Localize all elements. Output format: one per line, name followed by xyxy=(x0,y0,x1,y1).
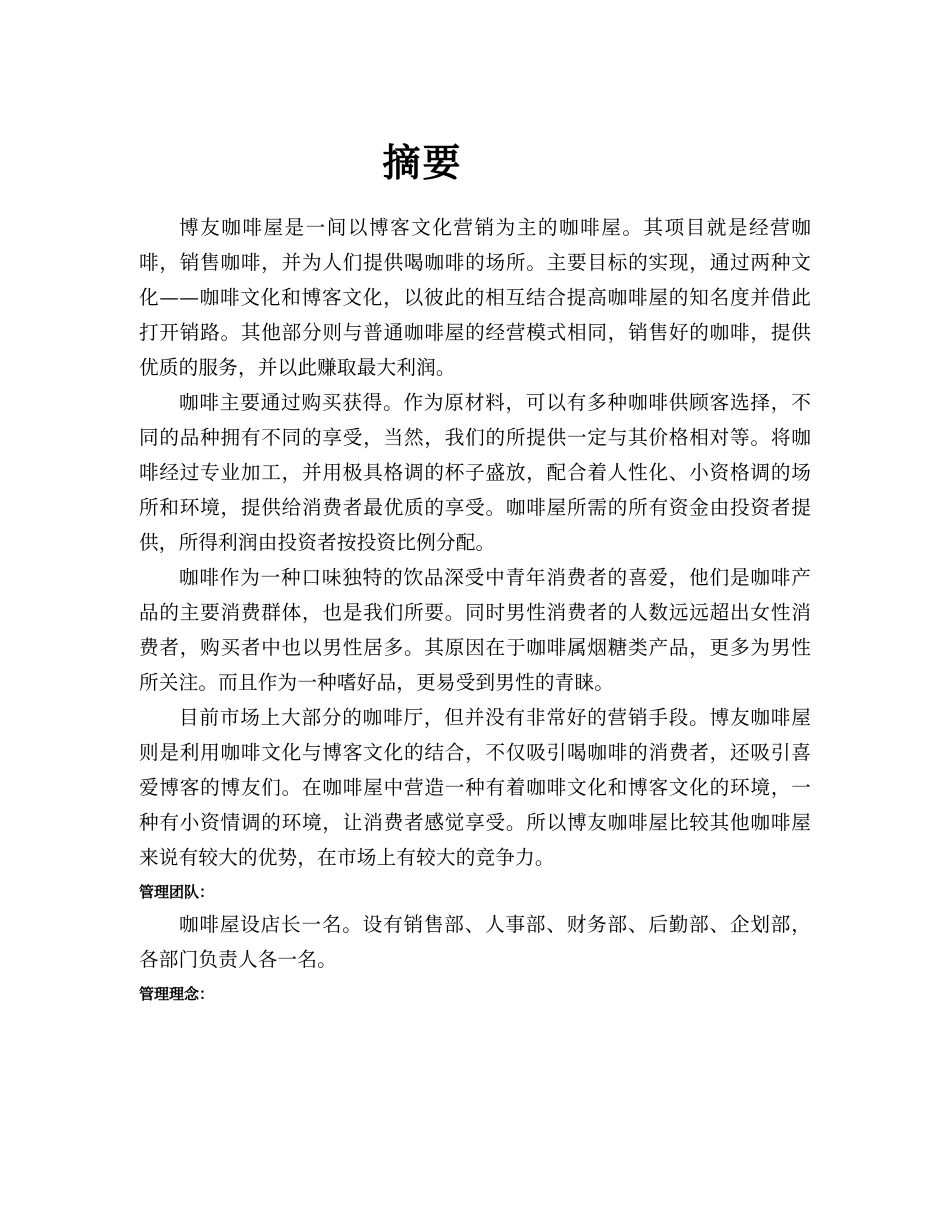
paragraph-management-team: 咖啡屋设店长一名。设有销售部、人事部、财务部、后勤部、企划部，各部门负责人各一名。 xyxy=(139,913,811,971)
document-body xyxy=(139,210,811,1009)
paragraph-intro: 博友咖啡屋是一间以博客文化营销为主的咖啡屋。其项目就是经营咖啡，销售咖啡，并为人们提供喝咖啡的场所。主要目标的实现，通过两种文化——咖啡文化和博客文化，以彼此的相互结合提高咖啡屋的知名度并借此打开销路。其他部分则与普通咖啡屋的经营模式相同，销售好的咖啡，提供优质的服务，并以此赚取最大利润。 xyxy=(139,216,811,379)
heading-management-philosophy: 管理理念： xyxy=(139,985,215,1003)
paragraph-market: 目前市场上大部分的咖啡厅，但并没有非常好的营销手段。博友咖啡屋则是利用咖啡文化与博客文化的结合，不仅吸引喝咖啡的消费者，还吸引喜爱博客的博友们。在咖啡屋中营造一种有着咖啡文化和博客文化的环境，一种有小资情调的环境，让消费者感觉享受。所以博友咖啡屋比较其他咖啡屋来说有较大的优势，在市场上有较大的竞争力。 xyxy=(139,706,811,869)
document-title: 摘要 xyxy=(382,140,463,186)
paragraph-consumers: 咖啡作为一种口味独特的饮品深受中青年消费者的喜爱，他们是咖啡产品的主要消费群体，也是我们所要。同时男性消费者的人数远远超出女性消费者，购买者中也以男性居多。其原因在于咖啡属烟糖类产品，更多为男性所关注。而且作为一种嗜好品，更易受到男性的青睐。 xyxy=(139,566,811,694)
paragraph-sourcing: 咖啡主要通过购买获得。作为原材料，可以有多种咖啡供顾客选择，不同的品种拥有不同的享受，当然，我们的所提供一定与其价格相对等。将咖啡经过专业加工，并用极具格调的杯子盛放，配合着人性化、小资格调的场所和环境，提供给消费者最优质的享受。咖啡屋所需的所有资金由投资者提供，所得利润由投资者按投资比例分配。 xyxy=(139,391,811,554)
heading-management-team: 管理团队： xyxy=(139,883,215,901)
